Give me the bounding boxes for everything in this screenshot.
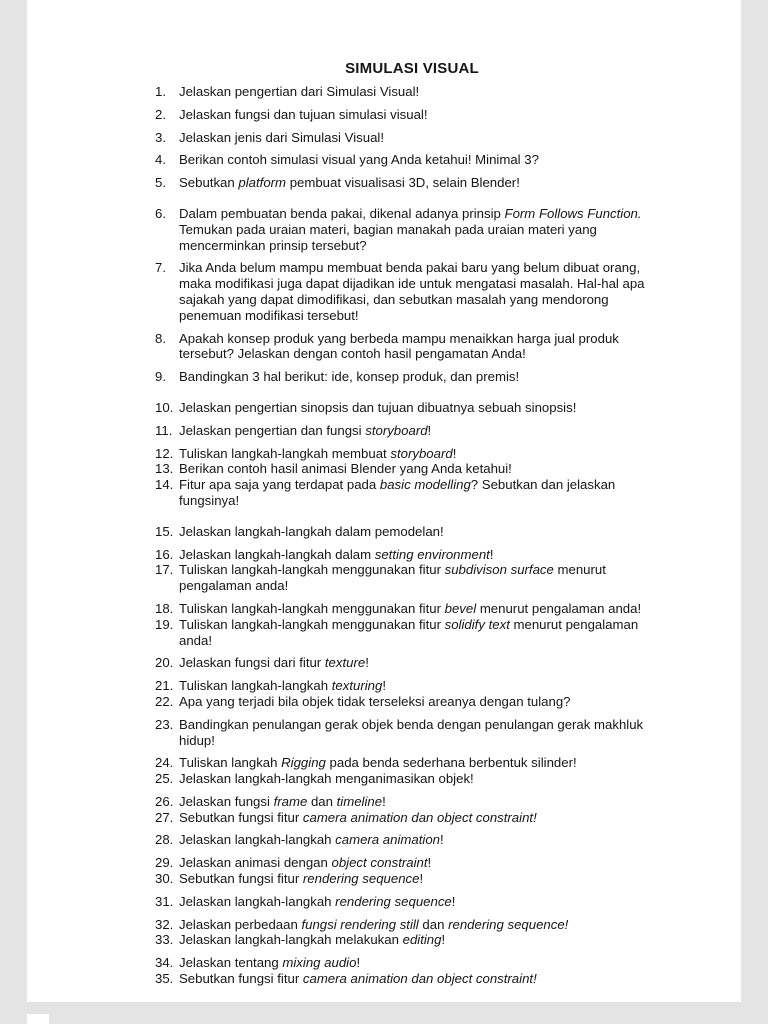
list-item (155, 547, 669, 563)
item-number: 19. (155, 616, 174, 632)
item-number: 28. (155, 832, 174, 848)
item-text: Jelaskan langkah-langkah camera animation! (179, 832, 444, 848)
list-item (155, 524, 669, 540)
item-text: Sebutkan fungsi fitur camera animation dan object constraint! (179, 971, 537, 987)
item-number: 7. (155, 260, 166, 276)
list-item (155, 771, 669, 787)
item-text: Jelaskan langkah-langkah rendering sequence! (179, 893, 456, 909)
list-item (155, 107, 669, 123)
item-number: 5. (155, 175, 166, 191)
item-text: Bandingkan penulangan gerak objek benda dengan penulangan gerak makhluk hidup! (179, 716, 644, 748)
list-item (155, 461, 669, 477)
document-page (27, 0, 741, 1002)
list-item (155, 932, 669, 948)
list-item (155, 400, 669, 416)
item-text: Tuliskan langkah-langkah membuat storyboard! (179, 445, 457, 461)
list-item (155, 971, 669, 987)
item-number: 35. (155, 971, 174, 987)
item-text: Jelaskan perbedaan fungsi rendering still dan rendering sequence! (179, 916, 569, 932)
item-number: 13. (155, 461, 174, 477)
list-item (155, 855, 669, 871)
item-text: Berikan contoh hasil animasi Blender yang Anda ketahui! (179, 461, 512, 477)
item-text: Jelaskan fungsi dari fitur texture! (179, 655, 369, 671)
item-text: Tuliskan langkah-langkah menggunakan fitur solidify text menurut pengalaman anda! (179, 616, 639, 648)
list-item (155, 755, 669, 771)
item-number: 33. (155, 932, 174, 948)
list-item (155, 794, 669, 810)
item-text: Jelaskan langkah-langkah menganimasikan objek! (179, 771, 474, 787)
item-number: 16. (155, 546, 174, 562)
list-item (155, 175, 669, 191)
item-number: 17. (155, 562, 174, 578)
item-text: Tuliskan langkah-langkah menggunakan fitur bevel menurut pengalaman anda! (179, 600, 642, 616)
item-text: Jelaskan tentang mixing audio! (179, 955, 361, 971)
list-item (155, 810, 669, 826)
page-content (27, 0, 741, 987)
list-item (155, 832, 669, 848)
item-text: Sebutkan platform pembuat visualisasi 3D, selain Blender! (179, 175, 520, 191)
item-number: 1. (155, 84, 166, 99)
item-number: 8. (155, 330, 166, 346)
item-text: Jelaskan animasi dengan object constraint! (179, 855, 432, 871)
list-item (155, 601, 669, 617)
item-number: 25. (155, 771, 174, 787)
item-text: Dalam pembuatan benda pakai, dikenal adanya prinsip Form Follows Function. Temukan pada uraian materi, bagian manakah pada uraian materi yang mencerminkan prinsip tersebut? (179, 205, 642, 253)
list-item (155, 694, 669, 710)
list-item (155, 617, 669, 649)
item-text: Apa yang terjadi bila objek tidak terseleksi areanya dengan tulang? (179, 693, 571, 709)
item-number: 30. (155, 871, 174, 887)
list-item (155, 894, 669, 910)
item-number: 6. (155, 205, 166, 221)
next-page-edge (27, 1014, 49, 1024)
item-number: 10. (155, 399, 174, 415)
item-number: 29. (155, 855, 174, 871)
item-number: 22. (155, 693, 174, 709)
list-item (155, 871, 669, 887)
item-text: Jelaskan pengertian dari Simulasi Visual! (179, 84, 420, 99)
item-text: Sebutkan fungsi fitur camera animation dan object constraint! (179, 809, 537, 825)
item-number: 23. (155, 716, 174, 732)
item-number: 15. (155, 523, 174, 539)
item-text: Fitur apa saja yang terdapat pada basic modelling? Sebutkan dan jelaskan fungsinya! (179, 477, 616, 508)
item-text: Jelaskan langkah-langkah dalam setting environment! (179, 546, 494, 562)
list-item (155, 331, 669, 363)
item-text: Jika Anda belum mampu membuat benda pakai baru yang belum dibuat orang, maka modifikasi juga dapat dijadikan ide untuk mengatasi masalah. Hal-hal apa sajakah yang dapat dimodifikasi, dan sebutkan masalah yang mendorong penemuan modifikasi tersebut! (179, 260, 645, 323)
item-number: 24. (155, 755, 174, 771)
item-text: Tuliskan langkah Rigging pada benda sederhana berbentuk silinder! (179, 755, 577, 771)
item-text: Apakah konsep produk yang berbeda mampu menaikkan harga jual produk tersebut? Jelaskan dengan contoh hasil pengamatan Anda! (179, 330, 619, 362)
item-text: Jelaskan pengertian dan fungsi storyboard! (179, 422, 432, 438)
item-number: 11. (155, 422, 173, 438)
list-item (155, 678, 669, 694)
item-number: 3. (155, 129, 166, 145)
item-number: 31. (155, 893, 174, 909)
item-text: Bandingkan 3 hal berikut: ide, konsep produk, dan premis! (179, 369, 520, 385)
list-item (155, 206, 669, 253)
list-item (155, 260, 669, 323)
list-item (155, 369, 669, 385)
list-item (155, 423, 669, 439)
list-item (155, 152, 669, 168)
list-item (155, 562, 669, 594)
item-number: 26. (155, 793, 174, 809)
list-item (155, 955, 669, 971)
list-item (155, 655, 669, 671)
list-item (155, 717, 669, 749)
question-list (155, 84, 669, 987)
item-text: Jelaskan jenis dari Simulasi Visual! (179, 129, 384, 145)
item-text: Sebutkan fungsi fitur rendering sequence! (179, 871, 424, 887)
item-text: Jelaskan pengertian sinopsis dan tujuan dibuatnya sebuah sinopsis! (179, 399, 577, 415)
item-number: 27. (155, 809, 174, 825)
item-number: 20. (155, 655, 174, 671)
item-number: 18. (155, 600, 174, 616)
list-item (155, 130, 669, 146)
list-item (155, 84, 669, 100)
item-number: 12. (155, 445, 174, 461)
item-number: 9. (155, 369, 166, 385)
item-text: Tuliskan langkah-langkah menggunakan fitur subdivison surface menurut pengalaman anda! (179, 562, 606, 594)
item-number: 21. (155, 678, 174, 694)
list-item (155, 477, 669, 509)
item-text: Berikan contoh simulasi visual yang Anda ketahui! Minimal 3? (179, 152, 539, 168)
list-item (155, 446, 669, 462)
item-number: 32. (155, 916, 174, 932)
document-title: SIMULASI VISUAL (345, 60, 479, 77)
list-item (155, 917, 669, 933)
item-text: Jelaskan langkah-langkah dalam pemodelan! (179, 523, 444, 539)
item-number: 34. (155, 955, 174, 971)
item-number: 2. (155, 106, 166, 122)
item-text: Jelaskan fungsi frame dan timeline! (179, 793, 386, 809)
item-text: Jelaskan fungsi dan tujuan simulasi visual! (179, 106, 428, 122)
item-number: 14. (155, 477, 174, 493)
item-number: 4. (155, 152, 166, 168)
item-text: Tuliskan langkah-langkah texturing! (179, 678, 386, 694)
item-text: Jelaskan langkah-langkah melakukan editing! (179, 932, 446, 948)
